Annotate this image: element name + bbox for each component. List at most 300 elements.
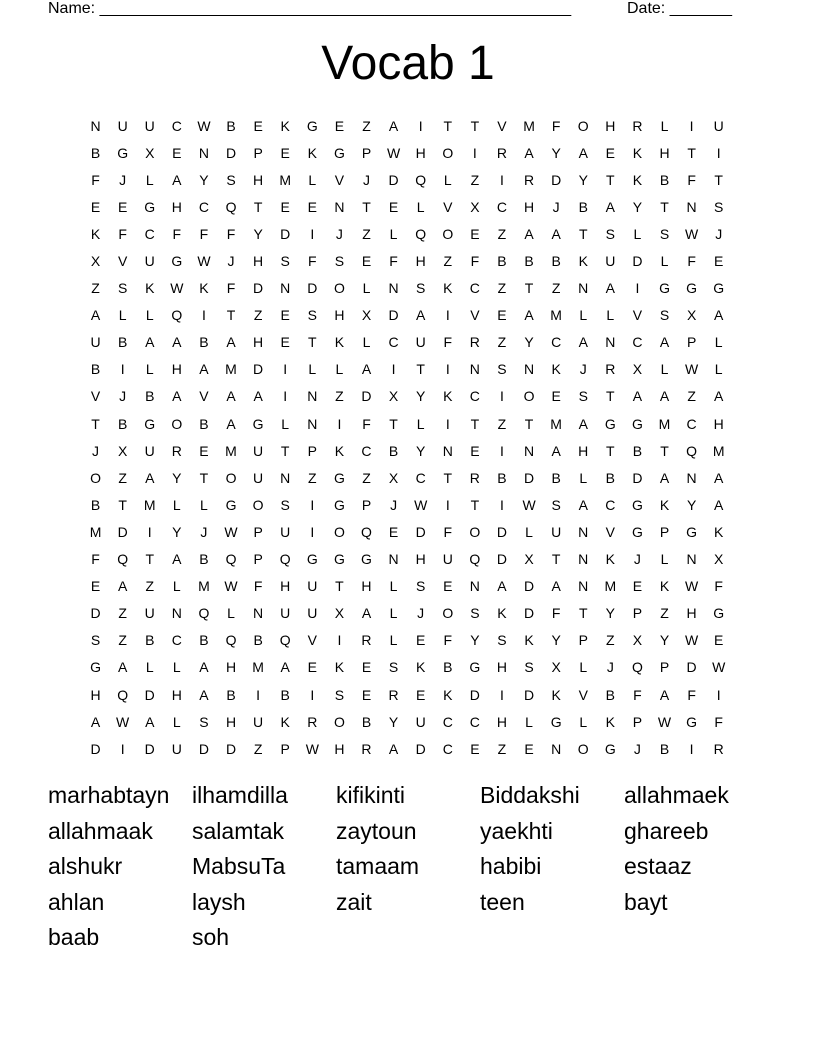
grid-letter: C — [171, 117, 182, 134]
grid-letter: O — [523, 388, 535, 405]
grid-letter: W — [712, 659, 726, 676]
grid-letter: E — [470, 225, 480, 242]
word-list-item: teen — [480, 888, 525, 915]
grid-letter: K — [659, 578, 670, 595]
grid-letter: K — [551, 361, 561, 378]
grid-letter: S — [117, 280, 128, 297]
grid-letter: I — [500, 496, 504, 513]
grid-letter: T — [362, 198, 371, 215]
grid-letter: A — [551, 442, 561, 459]
grid-letter: K — [632, 144, 643, 161]
grid-letter: S — [334, 253, 345, 270]
grid-letter: T — [714, 171, 723, 188]
grid-letter: M — [712, 442, 725, 459]
grid-letter: N — [469, 578, 480, 595]
grid-letter: L — [172, 496, 181, 513]
grid-letter: V — [605, 523, 615, 540]
grid-letter: J — [119, 388, 127, 405]
grid-letter: A — [253, 388, 263, 405]
grid-letter: M — [523, 117, 535, 134]
grid-letter: Z — [362, 117, 371, 134]
grid-letter: X — [388, 469, 399, 486]
grid-letter: H — [361, 578, 372, 595]
grid-letter: A — [632, 388, 643, 405]
grid-letter: V — [90, 388, 101, 405]
grid-letter: F — [226, 225, 236, 242]
grid-letter: E — [388, 523, 399, 540]
grid-letter: J — [390, 496, 398, 513]
grid-letter: B — [497, 469, 507, 486]
grid-letter: F — [443, 632, 453, 649]
grid-letter: N — [523, 442, 535, 459]
grid-letter: S — [497, 361, 507, 378]
grid-letter: R — [632, 117, 643, 134]
grid-letter: Y — [524, 334, 534, 351]
grid-letter: L — [660, 253, 669, 270]
grid-letter: B — [361, 713, 372, 730]
grid-letter: D — [361, 388, 372, 405]
grid-letter: L — [389, 605, 398, 622]
grid-letter: K — [632, 171, 643, 188]
grid-letter: L — [308, 361, 317, 378]
grid-letter: P — [253, 523, 263, 540]
grid-letter: X — [90, 253, 101, 270]
grid-letter: S — [578, 388, 588, 405]
grid-letter: Q — [279, 551, 291, 568]
grid-letter: H — [605, 117, 616, 134]
grid-letter: D — [225, 144, 237, 161]
grid-letter: N — [280, 280, 291, 297]
grid-letter: G — [333, 551, 345, 568]
grid-letter: K — [334, 442, 345, 459]
word-list-item: laysh — [192, 888, 246, 915]
grid-letter: H — [659, 144, 670, 161]
grid-letter: C — [415, 469, 426, 486]
grid-letter: Z — [118, 469, 127, 486]
grid-letter: J — [715, 225, 723, 242]
date-field: Date: _______ — [627, 0, 732, 17]
grid-letter: N — [442, 442, 453, 459]
grid-letter: G — [252, 415, 264, 432]
grid-letter: A — [172, 551, 182, 568]
grid-letter: H — [171, 198, 182, 215]
grid-letter: K — [714, 523, 724, 540]
grid-letter: F — [633, 686, 642, 703]
word-list-item: baab — [48, 924, 100, 951]
grid-letter: N — [171, 605, 182, 622]
grid-letter: A — [90, 307, 101, 324]
grid-letter: A — [659, 334, 670, 351]
grid-letter: E — [470, 442, 480, 459]
grid-letter: Z — [118, 632, 127, 649]
grid-letter: A — [714, 469, 724, 486]
grid-letter: A — [117, 659, 128, 676]
grid-letter: J — [552, 198, 560, 215]
grid-letter: U — [415, 334, 426, 351]
grid-letter: U — [253, 442, 264, 459]
grid-letter: X — [361, 307, 372, 324]
grid-letter: H — [225, 659, 237, 676]
grid-letter: D — [523, 686, 535, 703]
grid-letter: D — [225, 740, 237, 757]
grid-letter: A — [361, 605, 372, 622]
word-search-grid — [82, 112, 732, 762]
grid-letter: B — [145, 632, 155, 649]
grid-letter: X — [334, 605, 345, 622]
word-list-item: bayt — [624, 888, 668, 915]
grid-letter: U — [144, 253, 155, 270]
grid-letter: S — [714, 198, 724, 215]
grid-letter: O — [252, 496, 264, 513]
grid-letter: L — [416, 198, 425, 215]
grid-letter: Z — [253, 740, 263, 757]
grid-letter: A — [90, 713, 101, 730]
grid-letter: D — [496, 523, 508, 540]
grid-letter: L — [660, 361, 669, 378]
grid-letter: R — [361, 632, 372, 649]
grid-letter: T — [660, 442, 669, 459]
grid-letter: M — [225, 361, 237, 378]
grid-letter: V — [307, 632, 317, 649]
grid-letter: L — [362, 334, 371, 351]
grid-letter: U — [144, 117, 155, 134]
grid-letter: N — [605, 334, 616, 351]
grid-letter: F — [389, 253, 398, 270]
grid-letter: W — [685, 361, 699, 378]
grid-letter: A — [416, 307, 426, 324]
grid-letter: T — [118, 496, 127, 513]
grid-letter: S — [334, 686, 345, 703]
grid-letter: J — [92, 442, 100, 459]
grid-letter: C — [442, 713, 453, 730]
grid-letter: G — [333, 469, 345, 486]
grid-letter: S — [659, 225, 670, 242]
grid-letter: G — [631, 523, 643, 540]
grid-letter: A — [659, 469, 670, 486]
grid-letter: N — [578, 578, 589, 595]
grid-letter: B — [117, 334, 128, 351]
grid-letter: T — [443, 469, 453, 486]
grid-letter: C — [361, 442, 372, 459]
grid-letter: O — [333, 523, 345, 540]
grid-letter: Q — [198, 605, 210, 622]
grid-letter: O — [442, 605, 454, 622]
grid-letter: A — [578, 144, 588, 161]
grid-letter: Q — [117, 686, 129, 703]
grid-letter: I — [500, 171, 504, 188]
grid-letter: B — [578, 198, 588, 215]
grid-letter: I — [689, 117, 694, 134]
grid-letter: T — [470, 415, 480, 432]
grid-letter: N — [388, 551, 399, 568]
grid-letter: X — [388, 388, 399, 405]
grid-letter: S — [605, 225, 615, 242]
grid-letter: A — [524, 307, 534, 324]
grid-letter: C — [442, 740, 453, 757]
word-list-item: salamtak — [192, 817, 285, 844]
grid-letter: Y — [172, 523, 182, 540]
grid-letter: T — [145, 551, 155, 568]
grid-letter: F — [443, 334, 453, 351]
grid-letter: K — [443, 280, 453, 297]
grid-letter: W — [414, 496, 428, 513]
grid-letter: B — [388, 442, 399, 459]
grid-letter: P — [659, 523, 670, 540]
grid-letter: D — [632, 469, 643, 486]
grid-letter: Q — [415, 171, 427, 188]
grid-letter: A — [605, 280, 615, 297]
grid-letter: N — [578, 280, 589, 297]
grid-letter: Z — [335, 388, 344, 405]
grid-letter: P — [280, 740, 290, 757]
grid-letter: W — [224, 578, 238, 595]
word-list-item: habibi — [480, 853, 542, 880]
grid-letter: B — [199, 632, 209, 649]
grid-letter: L — [145, 659, 154, 676]
grid-letter: T — [389, 415, 398, 432]
grid-letter: Y — [470, 632, 480, 649]
word-list-item: ghareeb — [624, 817, 709, 844]
grid-letter: F — [91, 551, 100, 568]
grid-letter: R — [523, 171, 535, 188]
word-list-item: yaekhti — [480, 817, 553, 844]
grid-letter: V — [497, 117, 507, 134]
grid-letter: M — [604, 578, 617, 595]
grid-letter: B — [90, 144, 101, 161]
grid-letter: M — [279, 171, 292, 188]
grid-letter: V — [470, 307, 480, 324]
grid-letter: O — [577, 117, 589, 134]
grid-letter: E — [280, 334, 290, 351]
grid-letter: R — [171, 442, 182, 459]
grid-letter: V — [632, 307, 643, 324]
grid-letter: Y — [605, 605, 615, 622]
grid-letter: C — [551, 334, 562, 351]
grid-letter: H — [253, 334, 264, 351]
grid-letter: I — [500, 388, 504, 405]
grid-letter: A — [578, 496, 588, 513]
grid-letter: V — [443, 198, 453, 215]
grid-letter: B — [632, 442, 643, 459]
grid-letter: E — [497, 307, 507, 324]
grid-letter: F — [714, 713, 723, 730]
grid-letter: L — [606, 307, 615, 324]
grid-letter: L — [633, 225, 642, 242]
grid-letter: H — [496, 713, 508, 730]
grid-letter: N — [551, 740, 562, 757]
grid-letter: Z — [118, 605, 127, 622]
grid-letter: S — [497, 632, 507, 649]
grid-letter: Q — [631, 659, 643, 676]
grid-letter: A — [524, 144, 534, 161]
grid-letter: M — [550, 307, 562, 324]
grid-letter: G — [631, 496, 643, 513]
grid-letter: Y — [416, 388, 426, 405]
grid-letter: B — [443, 659, 453, 676]
grid-letter: L — [525, 523, 533, 540]
grid-letter: A — [361, 361, 372, 378]
grid-letter: P — [632, 713, 643, 730]
grid-letter: I — [120, 740, 125, 757]
grid-letter: S — [551, 496, 561, 513]
grid-letter: U — [144, 605, 155, 622]
grid-letter: B — [226, 686, 236, 703]
grid-letter: G — [306, 117, 318, 134]
grid-letter: E — [714, 632, 724, 649]
grid-letter: O — [333, 713, 345, 730]
grid-letter: K — [578, 253, 588, 270]
grid-letter: L — [362, 280, 371, 297]
grid-letter: M — [658, 415, 671, 432]
grid-letter: U — [280, 605, 291, 622]
grid-letter: T — [524, 415, 534, 432]
grid-letter: I — [310, 686, 315, 703]
grid-letter: D — [551, 171, 562, 188]
word-list-item: allahmaek — [624, 782, 729, 808]
grid-letter: I — [201, 307, 206, 324]
grid-letter: L — [579, 659, 588, 676]
grid-letter: N — [307, 415, 318, 432]
grid-letter: I — [283, 388, 288, 405]
grid-letter: G — [550, 713, 562, 730]
grid-letter: I — [472, 144, 477, 161]
grid-letter: N — [334, 198, 345, 215]
grid-letter: P — [361, 144, 372, 161]
grid-letter: T — [226, 307, 236, 324]
word-list-item: marhabtayn — [48, 782, 170, 808]
grid-letter: K — [605, 713, 615, 730]
grid-letter: S — [388, 659, 399, 676]
grid-letter: T — [280, 442, 290, 459]
grid-letter: B — [551, 469, 561, 486]
grid-letter: U — [713, 117, 724, 134]
grid-letter: A — [659, 686, 670, 703]
word-list-item: MabsuTa — [192, 853, 286, 880]
grid-letter: R — [496, 144, 508, 161]
grid-letter: Y — [199, 171, 209, 188]
grid-letter: R — [388, 686, 399, 703]
grid-letter: K — [551, 686, 561, 703]
grid-letter: E — [280, 144, 290, 161]
grid-letter: U — [551, 523, 562, 540]
grid-letter: L — [308, 171, 317, 188]
grid-letter: C — [686, 415, 697, 432]
grid-letter: K — [524, 632, 534, 649]
grid-letter: E — [361, 659, 372, 676]
grid-letter: I — [147, 523, 152, 540]
grid-letter: E — [443, 578, 453, 595]
grid-letter: A — [578, 334, 588, 351]
grid-letter: L — [525, 713, 533, 730]
grid-letter: S — [470, 605, 480, 622]
grid-letter: K — [280, 117, 290, 134]
grid-letter: E — [632, 578, 643, 595]
grid-letter: D — [198, 740, 209, 757]
grid-letter: Z — [606, 632, 615, 649]
grid-letter: O — [171, 415, 183, 432]
grid-letter: J — [335, 225, 343, 242]
grid-letter: D — [632, 253, 643, 270]
grid-letter: P — [253, 144, 263, 161]
grid-letter: Y — [253, 225, 263, 242]
grid-letter: K — [659, 496, 670, 513]
grid-letter: E — [551, 388, 561, 405]
grid-letter: U — [253, 469, 264, 486]
grid-letter: N — [198, 144, 209, 161]
grid-letter: Z — [362, 225, 371, 242]
grid-letter: L — [714, 361, 723, 378]
grid-letter: U — [307, 578, 318, 595]
grid-letter: K — [90, 225, 101, 242]
grid-letter: N — [686, 469, 697, 486]
grid-letter: H — [496, 659, 508, 676]
grid-letter: P — [307, 442, 317, 459]
grid-letter: S — [280, 496, 290, 513]
grid-letter: P — [578, 632, 588, 649]
grid-letter: E — [280, 198, 290, 215]
grid-letter: L — [335, 361, 344, 378]
grid-letter: Z — [497, 225, 507, 242]
grid-letter: Z — [253, 307, 263, 324]
grid-letter: G — [333, 496, 345, 513]
grid-letter: L — [714, 334, 723, 351]
grid-letter: N — [388, 280, 399, 297]
grid-letter: A — [145, 469, 155, 486]
page-title: Vocab 1 — [321, 37, 495, 90]
grid-letter: W — [305, 740, 319, 757]
grid-letter: V — [578, 686, 588, 703]
grid-letter: K — [416, 659, 426, 676]
grid-letter: P — [659, 659, 670, 676]
grid-letter: A — [145, 713, 155, 730]
grid-letter: R — [361, 740, 372, 757]
grid-letter: H — [90, 686, 101, 703]
grid-letter: F — [551, 117, 561, 134]
grid-letter: T — [606, 442, 615, 459]
grid-letter: U — [171, 740, 182, 757]
grid-letter: A — [172, 171, 182, 188]
grid-letter: X — [551, 659, 561, 676]
grid-letter: Y — [578, 171, 588, 188]
word-list-item: Biddakshi — [480, 782, 580, 808]
grid-letter: S — [226, 171, 236, 188]
grid-letter: L — [389, 632, 398, 649]
name-field: Name: _____________________________________________________ — [48, 0, 572, 17]
grid-letter: S — [524, 659, 534, 676]
grid-letter: J — [362, 171, 370, 188]
grid-letter: Z — [497, 740, 507, 757]
grid-letter: L — [172, 713, 181, 730]
grid-letter: W — [685, 632, 699, 649]
word-list-item: tamaam — [336, 853, 420, 880]
grid-letter: Z — [362, 469, 371, 486]
grid-letter: E — [361, 253, 372, 270]
grid-letter: A — [172, 334, 182, 351]
grid-letter: F — [687, 686, 696, 703]
grid-letter: K — [280, 713, 290, 730]
grid-letter: Q — [171, 307, 183, 324]
grid-letter: H — [334, 740, 345, 757]
grid-letter: S — [199, 713, 209, 730]
grid-letter: F — [687, 171, 696, 188]
grid-letter: A — [280, 659, 290, 676]
grid-letter: Q — [686, 442, 698, 459]
grid-letter: A — [524, 225, 534, 242]
grid-letter: Y — [551, 632, 561, 649]
grid-letter: I — [418, 117, 423, 134]
grid-letter: A — [551, 225, 561, 242]
grid-letter: P — [253, 551, 263, 568]
